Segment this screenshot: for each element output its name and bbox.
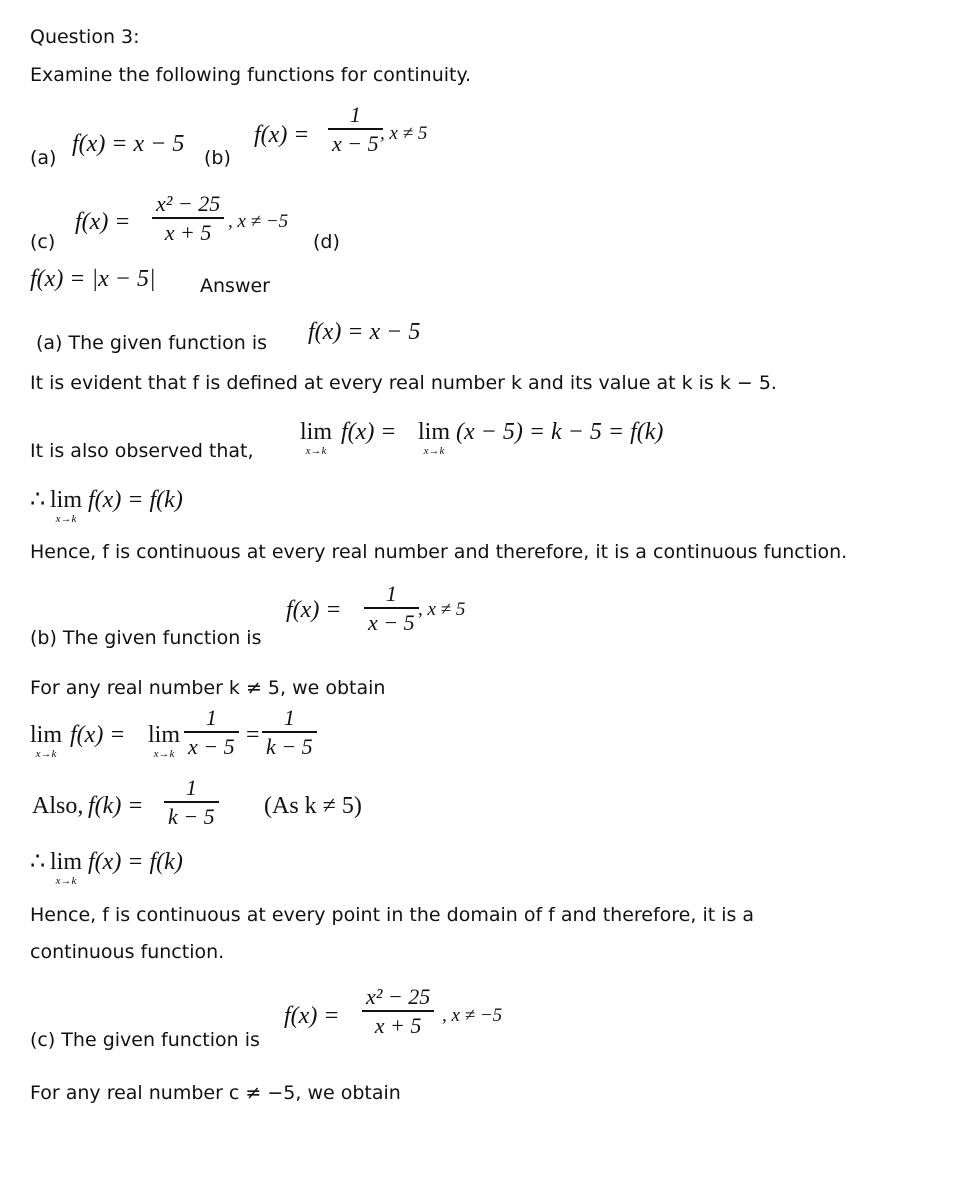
denominator: x − 5 [332, 130, 379, 156]
part-a-label: (a) [30, 147, 57, 169]
numerator: 1 [205, 705, 217, 730]
therefore-symbol: ∴ [30, 849, 46, 875]
numerator: 1 [185, 775, 197, 800]
part-c-condition: , x ≠ −5 [228, 211, 289, 232]
part-b-lhs: f(x) = [254, 122, 310, 148]
numerator: 1 [385, 581, 397, 606]
limit-operator: lim x→k [418, 419, 451, 457]
part-a-expression: f(x) = x − 5 [72, 131, 185, 157]
solution-b-fraction [364, 583, 419, 634]
limit-operator: lim x→k [300, 419, 333, 457]
solution-c-intro: (c) The given function is [30, 1029, 260, 1051]
as-k-note: (As k ≠ 5) [264, 793, 362, 819]
solution-a-conclusion: Hence, f is continuous at every real number and therefore, it is a continuous function. [30, 541, 848, 563]
solution-a-intro: (a) The given function is [36, 332, 268, 354]
part-c-fraction [152, 193, 224, 244]
part-b-fraction [328, 104, 383, 155]
solution-b-intro: (b) The given function is [30, 627, 262, 649]
conclusion-expression: f(x) = f(k) [88, 487, 183, 513]
solution-b-condition: , x ≠ 5 [418, 599, 466, 620]
limit-fraction-1 [184, 707, 239, 758]
solution-b-conclusion-line2: continuous function. [30, 941, 225, 963]
part-c-lhs: f(x) = [75, 209, 131, 235]
denominator: x + 5 [164, 219, 212, 245]
denominator: k − 5 [266, 733, 313, 759]
answer-label: Answer [200, 275, 270, 297]
solution-a-observed: It is also observed that, [30, 440, 254, 462]
question-title: Question 3: [30, 26, 140, 48]
numerator: x² − 25 [156, 191, 221, 216]
limit-operator: lim x→k [30, 722, 63, 760]
limit-expression-part2: (x − 5) = k − 5 = f(k) [456, 419, 664, 445]
numerator: x² − 25 [366, 984, 431, 1009]
solution-b-any-real: For any real number k ≠ 5, we obtain [30, 677, 386, 699]
also-fraction [164, 777, 219, 828]
part-d-expression: f(x) = |x − 5| [30, 266, 156, 292]
denominator: k − 5 [168, 803, 215, 829]
limit-operator: lim x→k [50, 849, 83, 887]
also-word: Also, [32, 793, 84, 819]
part-b-condition: , x ≠ 5 [380, 123, 428, 144]
numerator: 1 [283, 705, 295, 730]
solution-b-lhs: f(x) = [286, 597, 342, 623]
part-d-label: (d) [313, 231, 340, 253]
denominator: x + 5 [374, 1012, 422, 1038]
therefore-symbol: ∴ [30, 487, 46, 513]
solution-c-lhs: f(x) = [284, 1003, 340, 1029]
limit-operator: lim x→k [148, 722, 181, 760]
denominator: x − 5 [368, 609, 415, 635]
also-function: f(k) = [88, 793, 144, 819]
solution-a-line1: It is evident that f is defined at every real number k and its value at k is k − 5. [30, 372, 777, 394]
solution-b-conclusion-line1: Hence, f is continuous at every point in the domain of f and therefore, it is a [30, 904, 755, 926]
solution-a-expression: f(x) = x − 5 [308, 319, 421, 345]
numerator: 1 [349, 102, 361, 127]
equals-sign: = [246, 722, 260, 748]
limit-function: f(x) = [70, 722, 126, 748]
limit-expression-part1: f(x) = [341, 419, 397, 445]
part-c-label: (c) [30, 231, 56, 253]
denominator: x − 5 [188, 733, 235, 759]
solution-c-fraction [362, 986, 434, 1037]
limit-operator: lim x→k [50, 487, 83, 525]
conclusion-expression: f(x) = f(k) [88, 849, 183, 875]
question-prompt: Examine the following functions for continuity. [30, 64, 472, 86]
part-b-label: (b) [204, 147, 231, 169]
solution-c-condition: , x ≠ −5 [442, 1005, 503, 1026]
solution-c-any-real: For any real number c ≠ −5, we obtain [30, 1082, 401, 1104]
limit-fraction-2 [262, 707, 317, 758]
